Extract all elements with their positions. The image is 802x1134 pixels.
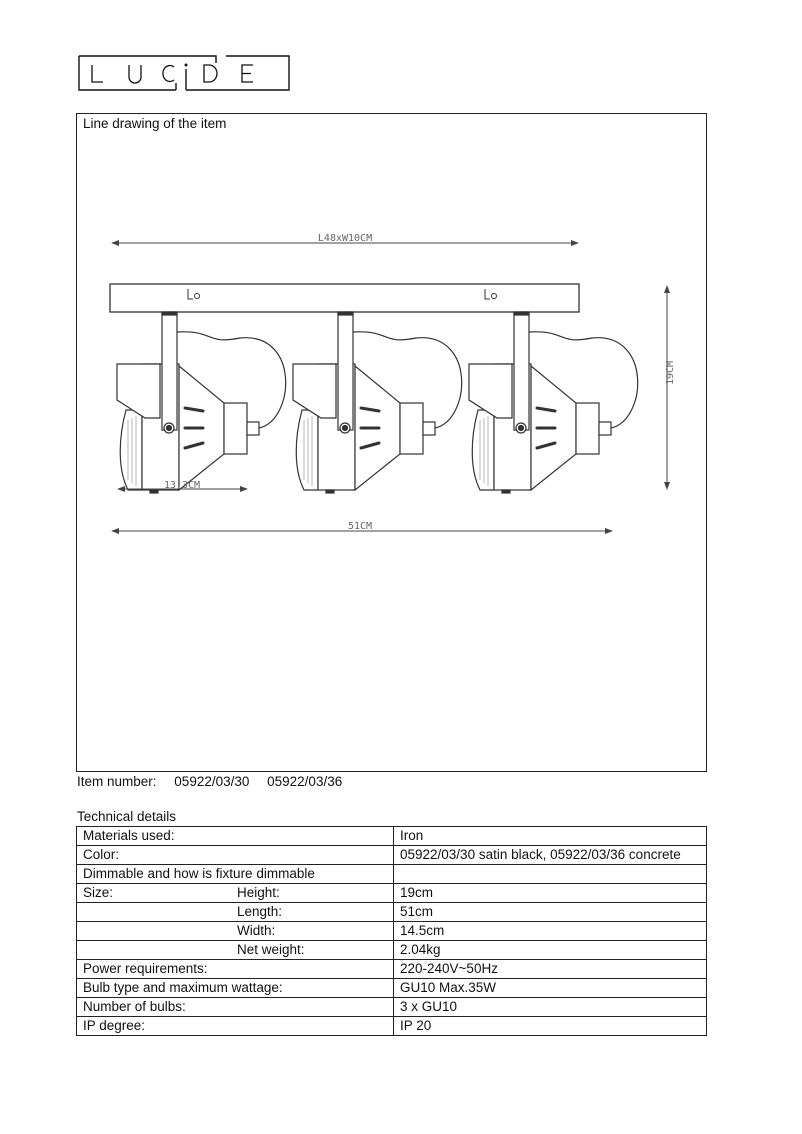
row-label-cell (77, 827, 394, 846)
row-label: Size: (83, 885, 114, 900)
row-label-cell (77, 846, 394, 865)
row-value: 3 x GU10 (394, 998, 707, 1017)
row-label-cell (77, 1017, 394, 1036)
row-label-cell (77, 941, 394, 960)
table-row (77, 884, 707, 903)
technical-details-title: Technical details (77, 809, 177, 824)
row-label-cell (77, 979, 394, 998)
row-label: Dimmable and how is fixture dimmable (83, 866, 315, 881)
row-label-cell (77, 884, 394, 903)
table-row (77, 827, 707, 846)
table-row (77, 846, 707, 865)
table-row (77, 903, 707, 922)
row-sublabel: Width: (237, 923, 276, 938)
table-row (77, 1017, 707, 1036)
row-label-cell (77, 922, 394, 941)
row-value (394, 865, 707, 884)
row-label: Materials used: (83, 828, 175, 843)
table-row (77, 998, 707, 1017)
table-row (77, 865, 707, 884)
table-row (77, 979, 707, 998)
dim-label-head: 13.3CM (163, 480, 201, 491)
row-value: IP 20 (394, 1017, 707, 1036)
spotlight-1 (117, 312, 286, 493)
drawing-title: Line drawing of the item (83, 116, 227, 131)
technical-details-table (76, 826, 707, 1036)
table-row (77, 941, 707, 960)
row-sublabel: Length: (237, 904, 283, 919)
spotlight-2 (293, 312, 462, 493)
row-value: Iron (394, 827, 707, 846)
mounting-plate (110, 284, 579, 312)
row-label-cell (77, 903, 394, 922)
table-row (77, 922, 707, 941)
row-value: 2.04kg (394, 941, 707, 960)
dim-label-total: 51CM (347, 521, 373, 532)
row-label: IP degree: (83, 1018, 146, 1033)
dim-label-top: L48xW10CM (317, 233, 373, 244)
row-value: 19cm (394, 884, 707, 903)
row-label: Number of bulbs: (83, 999, 186, 1014)
row-label: Color: (83, 847, 120, 862)
dim-label-height: 19CM (665, 360, 676, 386)
spotlight-3 (469, 312, 638, 493)
item-number-value: 05922/03/36 (267, 774, 343, 789)
row-value: GU10 Max.35W (394, 979, 707, 998)
row-value: 51cm (394, 903, 707, 922)
row-label-cell (77, 960, 394, 979)
row-value: 14.5cm (394, 922, 707, 941)
item-number-value: 05922/03/30 (174, 774, 250, 789)
row-label: Bulb type and maximum wattage: (83, 980, 283, 995)
table-row (77, 960, 707, 979)
row-value: 05922/03/30 satin black, 05922/03/36 concrete (394, 846, 707, 865)
row-value: 220-240V~50Hz (394, 960, 707, 979)
item-number (77, 774, 356, 789)
row-sublabel: Net weight: (237, 942, 305, 957)
row-label-cell (77, 998, 394, 1017)
row-label-cell (77, 865, 394, 884)
item-number-label: Item number: (77, 774, 157, 789)
row-label: Power requirements: (83, 961, 208, 976)
row-sublabel: Height: (237, 885, 280, 900)
